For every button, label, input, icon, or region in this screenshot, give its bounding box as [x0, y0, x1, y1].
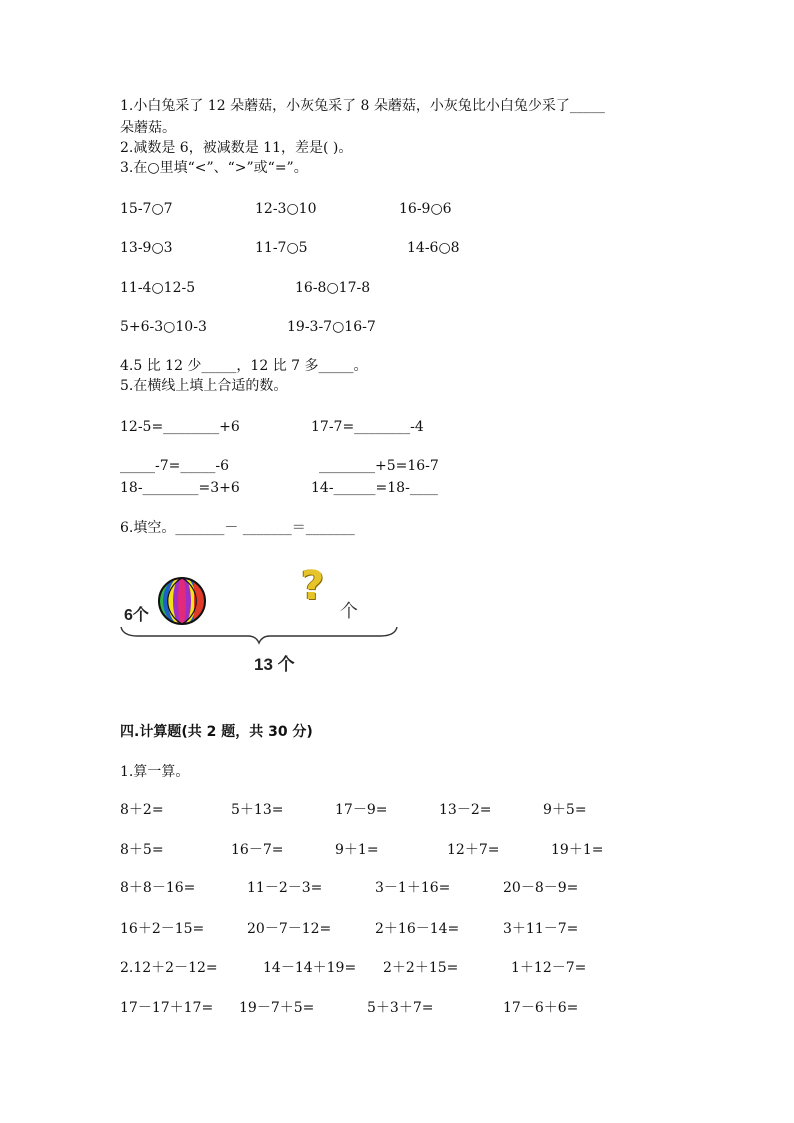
q3-item: 19-3-7○16-7: [287, 319, 376, 335]
q3-title: 3.在○里填“<”、“>”或“=”。: [120, 160, 308, 176]
calc-item: 8＋8－16=: [120, 880, 196, 896]
q3-item: 11-4○12-5: [120, 280, 196, 296]
q5-item: 14-______=18-____: [311, 480, 438, 496]
question-mark-icon: ?: [301, 563, 325, 609]
q3-item: 5+6-3○10-3: [120, 319, 207, 335]
calc-item: 3＋11－7=: [503, 921, 579, 937]
total-brace: [118, 625, 400, 645]
calc-item: 17－17＋17=: [120, 1000, 214, 1016]
calc-item: 9＋5=: [543, 802, 587, 818]
calc-item: 3－1＋16=: [375, 880, 451, 896]
calc-item: 2＋16－14=: [375, 921, 460, 937]
calc-item: 19＋1=: [551, 842, 604, 858]
calc-item: 16＋2－15=: [120, 921, 205, 937]
calc-item: 13－2=: [439, 802, 492, 818]
q5-item: 12-5=________+6: [120, 419, 240, 435]
calc-item: 20－8－9=: [503, 880, 579, 896]
calc-item: 12＋7=: [447, 842, 500, 858]
q6-text: 6.填空。_______－ _______＝_______: [120, 520, 355, 536]
q6-figure: [118, 565, 408, 680]
calc-item: 19－7＋5=: [239, 1000, 315, 1016]
q3-item: 14-6○8: [407, 240, 460, 256]
q3-item: 12-3○10: [255, 201, 317, 217]
q3-item: 16-8○17-8: [295, 280, 371, 296]
q1-line2: 朵蘑菇。: [120, 120, 176, 136]
calc-item: 20－7－12=: [247, 921, 332, 937]
section-4-heading: 四.计算题(共 2 题，共 30 分): [120, 724, 313, 740]
q5-item: ________+5=16-7: [319, 458, 439, 474]
calc-item: 11－2－3=: [247, 880, 323, 896]
q5-item: 18-________=3+6: [120, 480, 240, 496]
q5-item: 17-7=________-4: [311, 419, 424, 435]
calc-item: 2＋2＋15=: [383, 960, 459, 976]
q5-title: 5.在横线上填上合适的数。: [120, 378, 288, 394]
ball-icon: [156, 575, 208, 627]
q2-text: 2.减数是 6，被减数是 11，差是( )。: [120, 140, 353, 156]
calc-item: 8＋2=: [120, 802, 164, 818]
left-count-label: 6个: [124, 607, 149, 624]
q4-text: 4.5 比 12 少_____，12 比 7 多_____。: [120, 358, 368, 374]
q3-item: 16-9○6: [399, 201, 452, 217]
calc-item: 16－7=: [231, 842, 284, 858]
q3-item: 13-9○3: [120, 240, 173, 256]
calc-item: 2.12＋2－12=: [120, 960, 218, 976]
calc-item: 17－9=: [335, 802, 388, 818]
section-4-sub1: 1.算一算。: [120, 764, 190, 780]
q5-item: _____-7=_____-6: [120, 458, 230, 474]
calc-item: 17－6＋6=: [503, 1000, 579, 1016]
calc-item: 9＋1=: [335, 842, 379, 858]
calc-item: 1＋12－7=: [511, 960, 587, 976]
calc-item: 14－14＋19=: [263, 960, 357, 976]
total-count-label: 13 个: [254, 655, 295, 674]
calc-item: 8＋5=: [120, 842, 164, 858]
right-unit-label: 个: [340, 601, 358, 622]
q1-line1: 1.小白兔采了 12 朵蘑菇，小灰兔采了 8 朵蘑菇，小灰兔比小白兔少采了_____: [120, 98, 605, 114]
calc-item: 5＋13=: [231, 802, 284, 818]
q3-item: 11-7○5: [255, 240, 308, 256]
q3-item: 15-7○7: [120, 201, 173, 217]
calc-item: 5＋3＋7=: [367, 1000, 434, 1016]
